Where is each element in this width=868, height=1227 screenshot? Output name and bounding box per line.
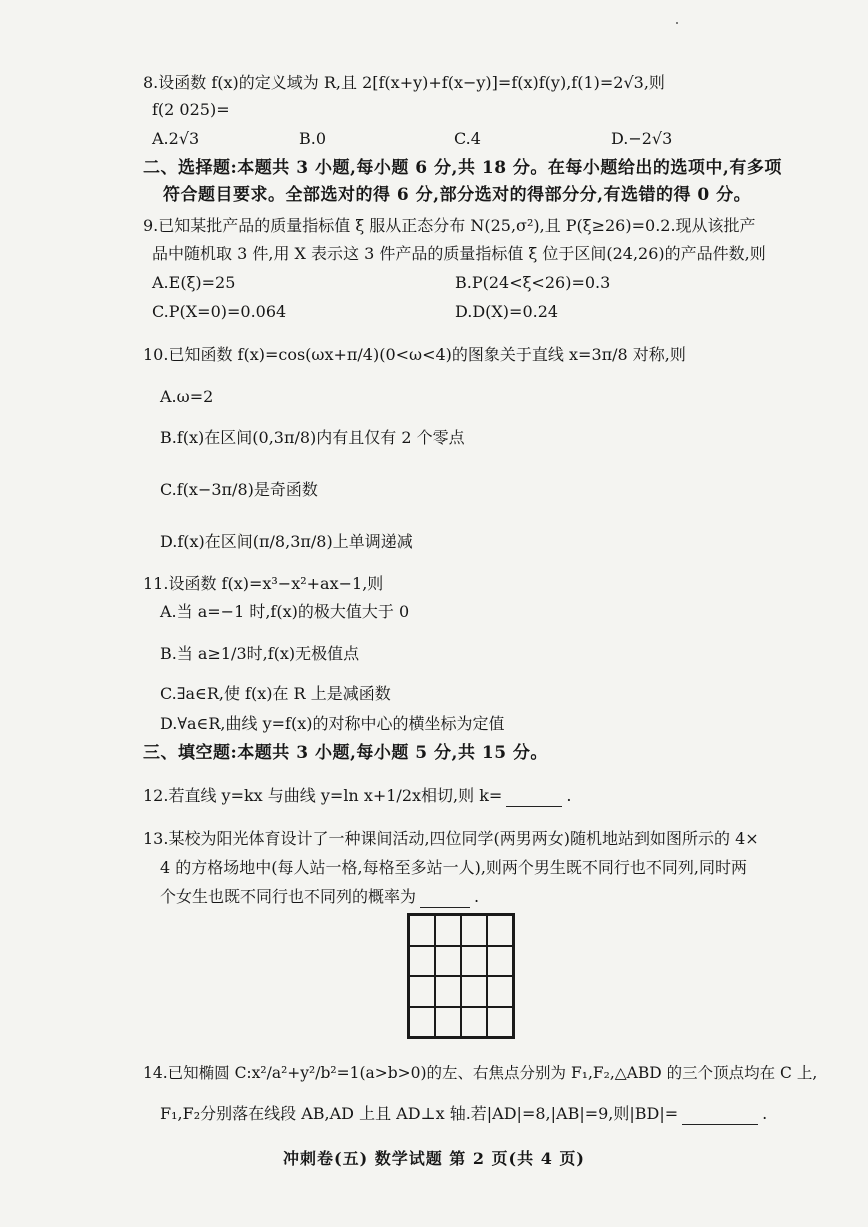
q14-end: . [762,1104,768,1123]
grid-cell [487,1007,513,1038]
grid-cell [461,915,487,946]
grid-cell [435,946,461,977]
q13-line1: 13.某校为阳光体育设计了一种课间活动,四位同学(两男两女)随机地站到如图所示的 4× [143,829,759,848]
grid-cell [409,976,435,1007]
q11-stem: 11.设函数 f(x)=x³−x²+ax−1,则 [143,574,384,593]
grid-cell [409,946,435,977]
q14-line2: F₁,F₂分别落在线段 AB,AD 上且 AD⊥x 轴.若|AD|=8,|AB|=9,则|BD|= [160,1104,679,1123]
q11-option-d: D.∀a∈R,曲线 y=f(x)的对称中心的横坐标为定值 [160,714,505,733]
grid-cell [435,915,461,946]
q12-end: . [566,786,572,805]
q12-text: 12.若直线 y=kx 与曲线 y=ln x+1/2x相切,则 k= [143,786,503,805]
q8-option-b: B.0 [299,129,327,148]
q8-option-a: A.2√3 [152,129,200,148]
grid-cell [409,915,435,946]
q10-option-a: A.ω=2 [160,387,214,406]
grid-cell [487,915,513,946]
q13-line3-wrap [160,886,479,908]
section2-heading-cont: 符合题目要求。全部选对的得 6 分,部分选对的得部分分,有选错的得 0 分。 [163,185,752,205]
q12-question [143,785,571,807]
grid-cell [435,1007,461,1038]
q14-line2-wrap [160,1103,767,1125]
q9-option-a: A.E(ξ)=25 [152,273,236,292]
q14-answer-blank[interactable] [682,1106,758,1125]
grid-cell [487,976,513,1007]
q13-answer-blank[interactable] [420,889,470,908]
q13-line2: 4 的方格场地中(每人站一格,每格至多站一人),则两个男生既不同行也不同列,同时两 [160,858,748,877]
q10-option-c: C.f(x−3π/8)是奇函数 [160,480,318,499]
q14-line1: 14.已知椭圆 C:x²/a²+y²/b²=1(a>b>0)的左、右焦点分别为 F₁,F₂,△ABD 的三个顶点均在 C 上, [143,1064,818,1082]
q10-option-d: D.f(x)在区间(π/8,3π/8)上单调递减 [160,532,413,551]
speck [676,22,678,24]
q12-answer-blank[interactable] [506,788,562,807]
q9-option-d: D.D(X)=0.24 [455,302,559,321]
q9-option-c: C.P(X=0)=0.064 [152,302,287,321]
grid-cell [435,976,461,1007]
section2-heading: 二、选择题:本题共 3 小题,每小题 6 分,共 18 分。在每小题给出的选项中,有多项 [143,158,782,178]
q13-line3: 个女生也既不同行也不同列的概率为 [160,887,417,906]
q8-option-c: C.4 [454,129,481,148]
section3-heading: 三、填空题:本题共 3 小题,每小题 5 分,共 15 分。 [143,743,548,763]
q8-line2: f(2 025)= [152,100,230,119]
q11-option-c: C.∃a∈R,使 f(x)在 R 上是减函数 [160,684,391,703]
q8-line1: 8.设函数 f(x)的定义域为 R,且 2[f(x+y)+f(x−y)]=f(x)f(y),f(1)=2√3,则 [143,73,665,92]
q11-option-a: A.当 a=−1 时,f(x)的极大值大于 0 [160,602,410,621]
q9-line2: 品中随机取 3 件,用 X 表示这 3 件产品的质量指标值 ξ 位于区间(24,26)的产品件数,则 [152,244,766,263]
grid-cell [487,946,513,977]
q9-line1: 9.已知某批产品的质量指标值 ξ 服从正态分布 N(25,σ²),且 P(ξ≥26)=0.2.现从该批产 [143,216,756,235]
q10-option-b: B.f(x)在区间(0,3π/8)内有且仅有 2 个零点 [160,428,465,447]
grid-cell [461,976,487,1007]
grid-4x4-figure [407,913,515,1039]
grid-cell [461,946,487,977]
grid-cell [461,1007,487,1038]
grid-cell [409,1007,435,1038]
q11-option-b: B.当 a≥1/3时,f(x)无极值点 [160,644,360,663]
page-footer: 冲刺卷(五) 数学试题 第 2 页(共 4 页) [283,1149,585,1168]
q9-option-b: B.P(24<ξ<26)=0.3 [455,273,611,292]
q13-end: . [474,887,480,906]
q8-option-d: D.−2√3 [611,129,673,148]
q10-stem: 10.已知函数 f(x)=cos(ωx+π/4)(0<ω<4)的图象关于直线 x=3π/8 对称,则 [143,345,686,364]
